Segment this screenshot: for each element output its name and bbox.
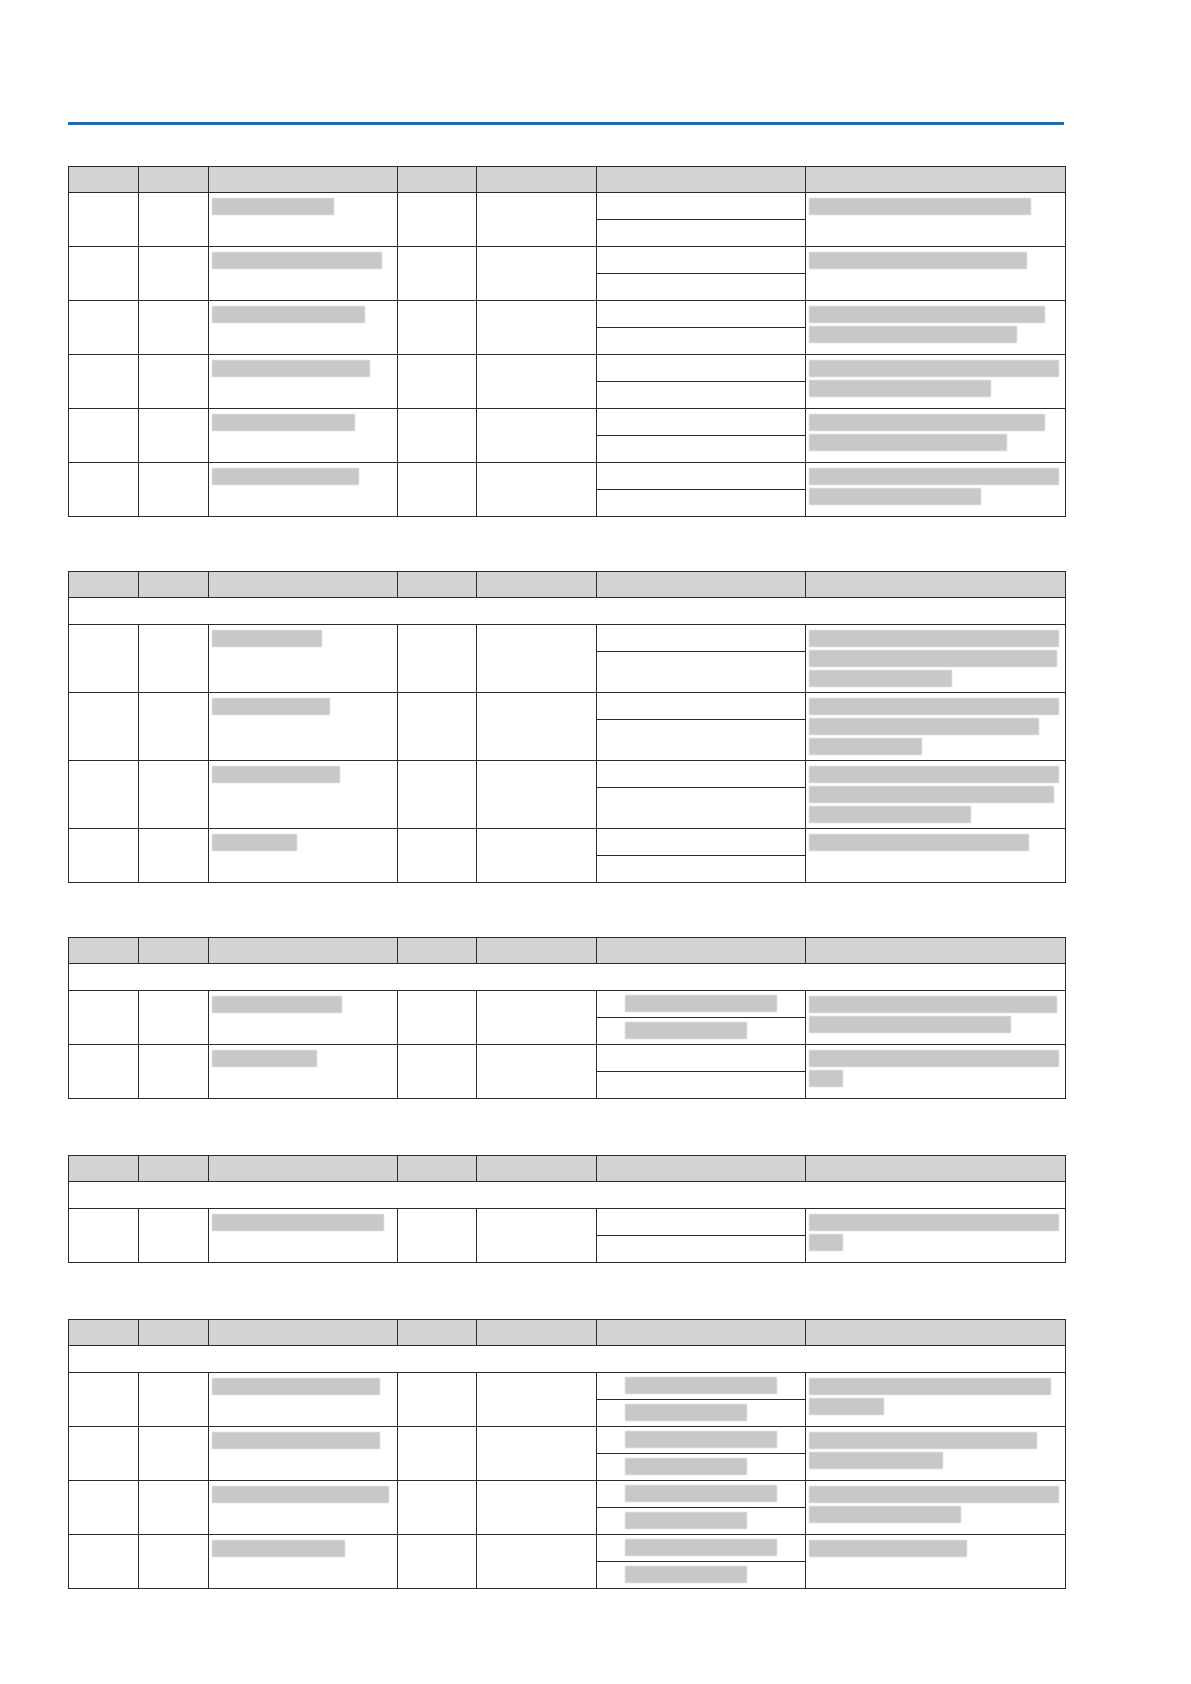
redacted-text (625, 1404, 747, 1421)
redacted-text (809, 1234, 843, 1251)
table-row (69, 829, 1066, 856)
table-row (69, 1209, 1066, 1236)
redacted-text (809, 718, 1039, 735)
redacted-text (212, 698, 330, 715)
section-row (69, 964, 1066, 991)
table-row (69, 1373, 1066, 1400)
redacted-text (809, 670, 952, 687)
redacted-text (625, 1485, 777, 1502)
redacted-text (809, 1452, 943, 1469)
redacted-text (809, 650, 1057, 667)
redacted-text (809, 1506, 961, 1523)
redacted-text (212, 414, 355, 431)
redacted-text (809, 1486, 1059, 1503)
redacted-text (212, 198, 334, 215)
header-rule (68, 122, 1064, 125)
table-row (69, 1535, 1066, 1562)
section-row (69, 1346, 1066, 1373)
redacted-text (809, 1214, 1059, 1231)
table-header (69, 938, 1066, 964)
spec-table-5 (68, 1319, 1066, 1589)
redacted-text (809, 252, 1027, 269)
table-row (69, 247, 1066, 274)
redacted-text (809, 996, 1057, 1013)
table-row (69, 301, 1066, 328)
table-row (69, 463, 1066, 490)
redacted-text (809, 326, 1017, 343)
redacted-text (212, 996, 342, 1013)
redacted-text (809, 1050, 1059, 1067)
spec-table-4 (68, 1155, 1066, 1263)
redacted-text (809, 1432, 1037, 1449)
redacted-text (809, 306, 1045, 323)
spec-table-2 (68, 571, 1066, 883)
redacted-text (809, 488, 981, 505)
redacted-text (809, 1540, 967, 1557)
redacted-text (809, 738, 922, 755)
redacted-text (809, 834, 1029, 851)
redacted-text (625, 1431, 777, 1448)
redacted-text (212, 306, 365, 323)
redacted-text (212, 1214, 384, 1231)
redacted-text (625, 1512, 747, 1529)
table-header (69, 1156, 1066, 1182)
table-row (69, 693, 1066, 720)
redacted-text (809, 1398, 884, 1415)
redacted-text (212, 766, 340, 783)
table-row (69, 355, 1066, 382)
redacted-text (809, 1016, 1011, 1033)
redacted-text (625, 1566, 747, 1583)
redacted-text (212, 468, 359, 485)
redacted-text (809, 1378, 1051, 1395)
redacted-text (625, 1022, 747, 1039)
redacted-text (809, 630, 1059, 647)
redacted-text (809, 468, 1059, 485)
section-row (69, 1182, 1066, 1209)
redacted-text (625, 1377, 777, 1394)
redacted-text (212, 1432, 380, 1449)
redacted-text (809, 766, 1059, 783)
redacted-text (212, 834, 297, 851)
table-row (69, 1481, 1066, 1508)
redacted-text (809, 434, 1007, 451)
table-row (69, 761, 1066, 788)
spec-table-1 (68, 166, 1066, 517)
redacted-text (809, 414, 1045, 431)
redacted-text (809, 1070, 843, 1087)
redacted-text (809, 360, 1059, 377)
redacted-text (809, 198, 1031, 215)
redacted-text (212, 1486, 389, 1503)
redacted-text (212, 1050, 317, 1067)
table-row (69, 1427, 1066, 1454)
redacted-text (809, 806, 971, 823)
redacted-text (212, 1540, 345, 1557)
table-row (69, 193, 1066, 220)
table-row (69, 625, 1066, 652)
section-row (69, 598, 1066, 625)
table-header (69, 1320, 1066, 1346)
redacted-text (809, 698, 1059, 715)
table-row (69, 991, 1066, 1018)
redacted-text (625, 1539, 777, 1556)
table-row (69, 1045, 1066, 1072)
table-header (69, 572, 1066, 598)
redacted-text (212, 1378, 380, 1395)
redacted-text (212, 252, 382, 269)
spec-table-3 (68, 937, 1066, 1099)
table-row (69, 409, 1066, 436)
redacted-text (809, 380, 991, 397)
redacted-text (625, 1458, 747, 1475)
table-header (69, 167, 1066, 193)
redacted-text (212, 630, 322, 647)
redacted-text (809, 786, 1054, 803)
redacted-text (212, 360, 370, 377)
redacted-text (625, 995, 777, 1012)
